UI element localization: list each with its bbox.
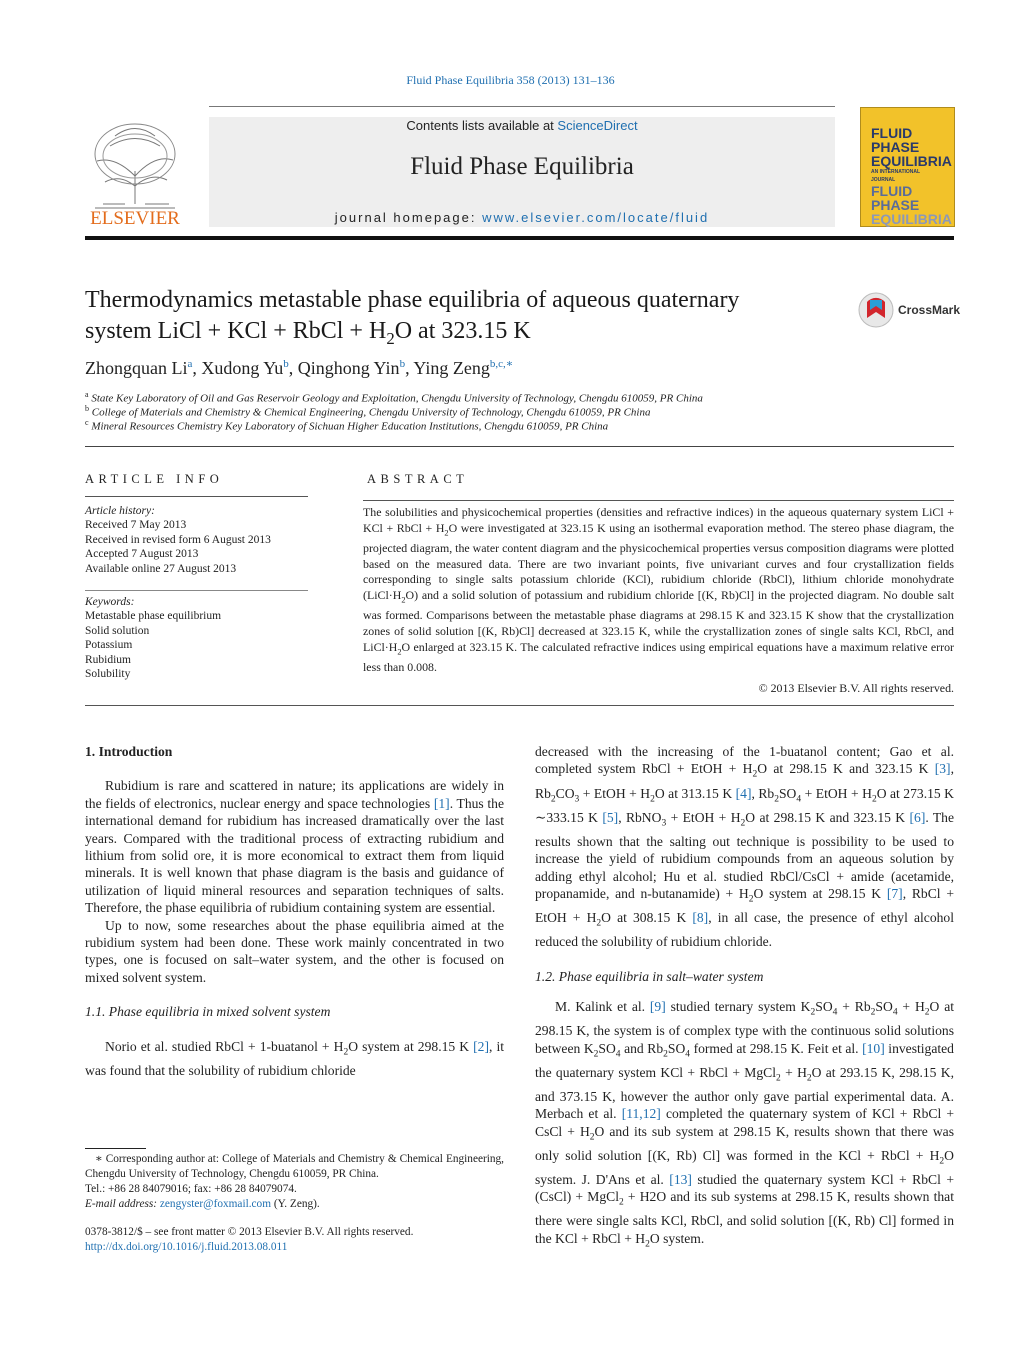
paragraph: Up to now, some researches about the phase equilibria aimed at the rubidium system had been done. These work mainly concentrated in two types, one is focused on salt–water system, and the other is focused on mixed solvent system. — [85, 917, 504, 985]
email-link[interactable]: zengyster@foxmail.com — [159, 1198, 271, 1210]
history-item: Available online 27 August 2013 — [85, 562, 237, 575]
author-list: Zhongquan Li$^a$, Xudong Yu$^b$, Qinghong Yin$^b$, Ying Zeng$^{b,c,∗}$ — [85, 358, 514, 378]
history-item: Accepted 7 August 2013 — [85, 548, 199, 561]
divider — [363, 500, 954, 501]
elsevier-wordmark: ELSEVIER — [90, 208, 180, 228]
copyright: © 2013 Elsevier B.V. All rights reserved. — [758, 681, 954, 695]
keyword: Solubility — [85, 668, 131, 681]
footnote-rule — [85, 1148, 146, 1149]
paragraph: decreased with the increasing of the 1-buatanol content; Gao et al. completed system RbCl + EtOH + $H_2O$ at 298.15 K and 323.15 K [3], $Rb_2CO_3$ + EtOH + $H_2O$ at 313.15 K [4], $Rb_2SO_4$ + EtOH + $H_2O$ at 273.15 K ∼333.15 K [5], RbNO$_3$ + EtOH + $H_2O$ at 298.15 K and 323.15 K [6]. The results shown that the salting out technique is possibility to be used to increase the yield of rubidium compounds from an aqueous solution by adding ethyl alcohol; Hu et al. studied RbCl/CsCl + amide (acetamide, propanamide, and n-butanamide) + $H_2O$ system at 298.15 K [7], RbCl + EtOH + $H_2O$ at 308.15 K [8], in all case, the presence of ethyl alcohol reduced the solubility of rubidium chloride. — [535, 744, 955, 950]
author-name: Zhongquan Li — [85, 358, 188, 378]
ref-link[interactable]: [1] — [433, 795, 450, 811]
ref-link[interactable]: [7] — [886, 886, 903, 901]
ref-link[interactable]: [2] — [473, 1038, 489, 1054]
affiliation: $^a$ State Key Laboratory of Oil and Gas Reservoir Geology and Exploitation, Chengdu University of Technology, Chengdu 610059, PR China — [85, 390, 703, 405]
journal-citation[interactable]: Fluid Phase Equilibria 358 (2013) 131–136 — [406, 73, 615, 87]
elsevier-logo — [85, 116, 185, 228]
history-item: Received in revised form 6 August 2013 — [85, 533, 271, 546]
divider — [85, 705, 954, 706]
doi-link[interactable]: http://dx.doi.org/10.1016/j.fluid.2013.08.011 — [85, 1241, 288, 1253]
keyword: Solid solution — [85, 624, 150, 637]
ref-link[interactable]: [4] — [735, 785, 752, 801]
ref-link[interactable]: [3] — [934, 761, 951, 777]
keyword: Potassium — [85, 639, 133, 652]
article-history: Article history: Received 7 May 2013 Received in revised form 6 August 2013 Accepted 7 August 2013 Available online 27 August 2013 — [85, 504, 305, 576]
homepage-link[interactable]: www.elsevier.com/locate/fluid — [482, 210, 710, 225]
ref-link[interactable]: [9] — [649, 999, 666, 1015]
ref-link[interactable]: [5] — [602, 809, 619, 825]
right-column — [535, 743, 954, 1254]
affiliation: $^c$ Mineral Resources Chemistry Key Laboratory of Sichuan Higher Education Institutions, Chengdu 610059, PR China — [85, 418, 609, 433]
crossmark-badge[interactable] — [858, 292, 961, 328]
ref-link[interactable]: [13] — [669, 1171, 692, 1187]
header-thick-rule — [85, 236, 954, 240]
journal-name: Fluid Phase Equilibria — [410, 153, 634, 180]
header-rule — [209, 106, 835, 107]
article-title: Thermodynamics metastable phase equilibria of aqueous quaternary system LiCl + KCl + RbCl + $H_2O$ at 323.15 K — [85, 287, 740, 348]
contents-line: Contents lists available at ScienceDirect — [406, 118, 638, 133]
paragraph: Rubidium is rare and scattered in nature; its applications are widely in the fields of electronics, nuclear energy and space technologies [1]. Thus the international demand for rubidium has increased dramatically over the last years. Compared with the traditional process of extracting rubidium and lithium from solid ore, it is more economical to extract them from liquid minerals. It is well known that phase diagram is the basis and guidance of utilization of liquid mineral resources and separation techniques of salts. Therefore, the phase equilibria of rubidium containing system are essential. — [85, 778, 505, 916]
subsection-heading: 1.2. Phase equilibria in salt–water system — [535, 968, 764, 984]
article-info-heading: ARTICLE INFO — [85, 472, 224, 486]
author-name: Qinghong Yin — [297, 358, 400, 378]
issn-info: 0378-3812/$ – see front matter © 2013 Elsevier B.V. All rights reserved. http://dx.doi.org/10.1016/j.fluid.2013.08.011 — [85, 1225, 504, 1255]
keyword: Rubidium — [85, 653, 132, 666]
abstract-body: The solubilities and physicochemical properties (densities and refractive indices) in the aqueous quaternary system LiCl + KCl + RbCl + $H_2O$ were investigated at 323.15 K using an isothermal evaporation method. The stereo phase diagram, the projected diagram, the water content diagram and the physicochemical properties versus composition diagrams were plotted based on the measured data. There are two invariant points, five univariant curves and four crystallization fields corresponding to single salts potassium chloride (KCl), rubidium chloride (RbCl), lithium chloride monohydrate $(LiCl\cdot H_2O)$ and a solid solution of potassium and rubidium chloride [(K, Rb)Cl] in the projected diagram. No double salt was formed. Comparisons between the metastable phase diagrams at 298.15 K and 323.15 K show that the crystallization zones of solid solution [(K, Rb)Cl] decreased at 323.15 K, while the crystallization zones of single salts KCl, RbCl, and $LiCl\cdot H_2O$ enlarged at 323.15 K. The calculated refractive indices using empirical equations have a maximum relative error less than 0.008. — [363, 505, 954, 674]
journal-cover-thumbnail: FLUID PHASE EQUILIBRIA AN INTERNATIONAL JOURNAL FLUID PHASE EQUILIBRIA — [860, 107, 955, 227]
subsection-heading: 1.1. Phase equilibria in mixed solvent system — [85, 1004, 331, 1020]
keywords: Keywords: Metastable phase equilibrium Solid solution Potassium Rubidium Solubility — [85, 595, 305, 681]
author-name: Xudong Yu — [201, 358, 284, 378]
affiliation: $^b$ College of Materials and Chemistry & Chemical Engineering, Chengdu University of Technology, Chengdu 610059, PR China — [85, 404, 651, 419]
ref-link[interactable]: [6] — [909, 809, 926, 825]
ref-link[interactable]: [10] — [862, 1040, 885, 1056]
ref-link[interactable]: [8] — [692, 910, 709, 926]
paragraph: M. Kalink et al. [9] studied ternary system $K_2SO_4 + Rb_2SO_4 + H_2O$ at 298.15 K, the system is of complex type with the continuous solid solutions between $K_2SO_4$ and $Rb_2SO_4$ formed at 298.15 K. Feit et al. [10] investigated the quaternary system KCl + RbCl + MgCl$_2$ + $H_2O$ at 293.15 K, 298.15 K, and 373.15 K, however the author only gave partial experimental data. A. Merbach et al. [11,12] completed the quaternary system of KCl + RbCl + CsCl + $H_2O$ and its sub system at 298.15 K, results shown that there was only solid solution [(K, Rb) Cl] was formed in the KCl + RbCl + $H_2O$ system. J. D'Ans et al. [13] studied the quaternary system KCl + RbCl + (CsCl) + MgCl$_2$ + H2O and its sub systems at 298.15 K, results shown that there were single salts KCl, RbCl, and solid solution [(K, Rb) Cl] formed in the KCl + RbCl + $H_2O$ system. — [535, 999, 955, 1250]
history-item: Received 7 May 2013 — [85, 519, 187, 532]
ref-link[interactable]: [11,12] — [621, 1106, 661, 1122]
paragraph: Norio et al. studied RbCl + 1-buatanol + $H_2O$ system at 298.15 K [2], it was found that the solubility of rubidium chloride — [85, 1038, 504, 1078]
journal-homepage: journal homepage: www.elsevier.com/locate/fluid — [334, 210, 710, 225]
sciencedirect-link[interactable]: ScienceDirect — [557, 118, 638, 133]
divider — [85, 496, 308, 497]
keyword: Metastable phase equilibrium — [85, 610, 222, 623]
journal-header-box — [209, 117, 835, 227]
crossmark-label: CrossMark — [898, 303, 961, 317]
divider — [85, 590, 308, 591]
divider — [85, 446, 954, 447]
author-name: Ying Zeng — [413, 358, 490, 378]
abstract-heading: ABSTRACT — [367, 472, 469, 486]
section-heading: 1. Introduction — [85, 744, 173, 759]
corresponding-author-footnote: ∗ Corresponding author at: College of Materials and Chemistry & Chemical Engineering, Chengdu University of Technology, Chengdu 610059, PR China. Tel.: +86 28 84079016; fax: +86 28 84079074. E-mail address: zengyster@foxmail.com (Y. Zeng). — [85, 1153, 504, 1210]
left-column — [85, 743, 504, 1079]
